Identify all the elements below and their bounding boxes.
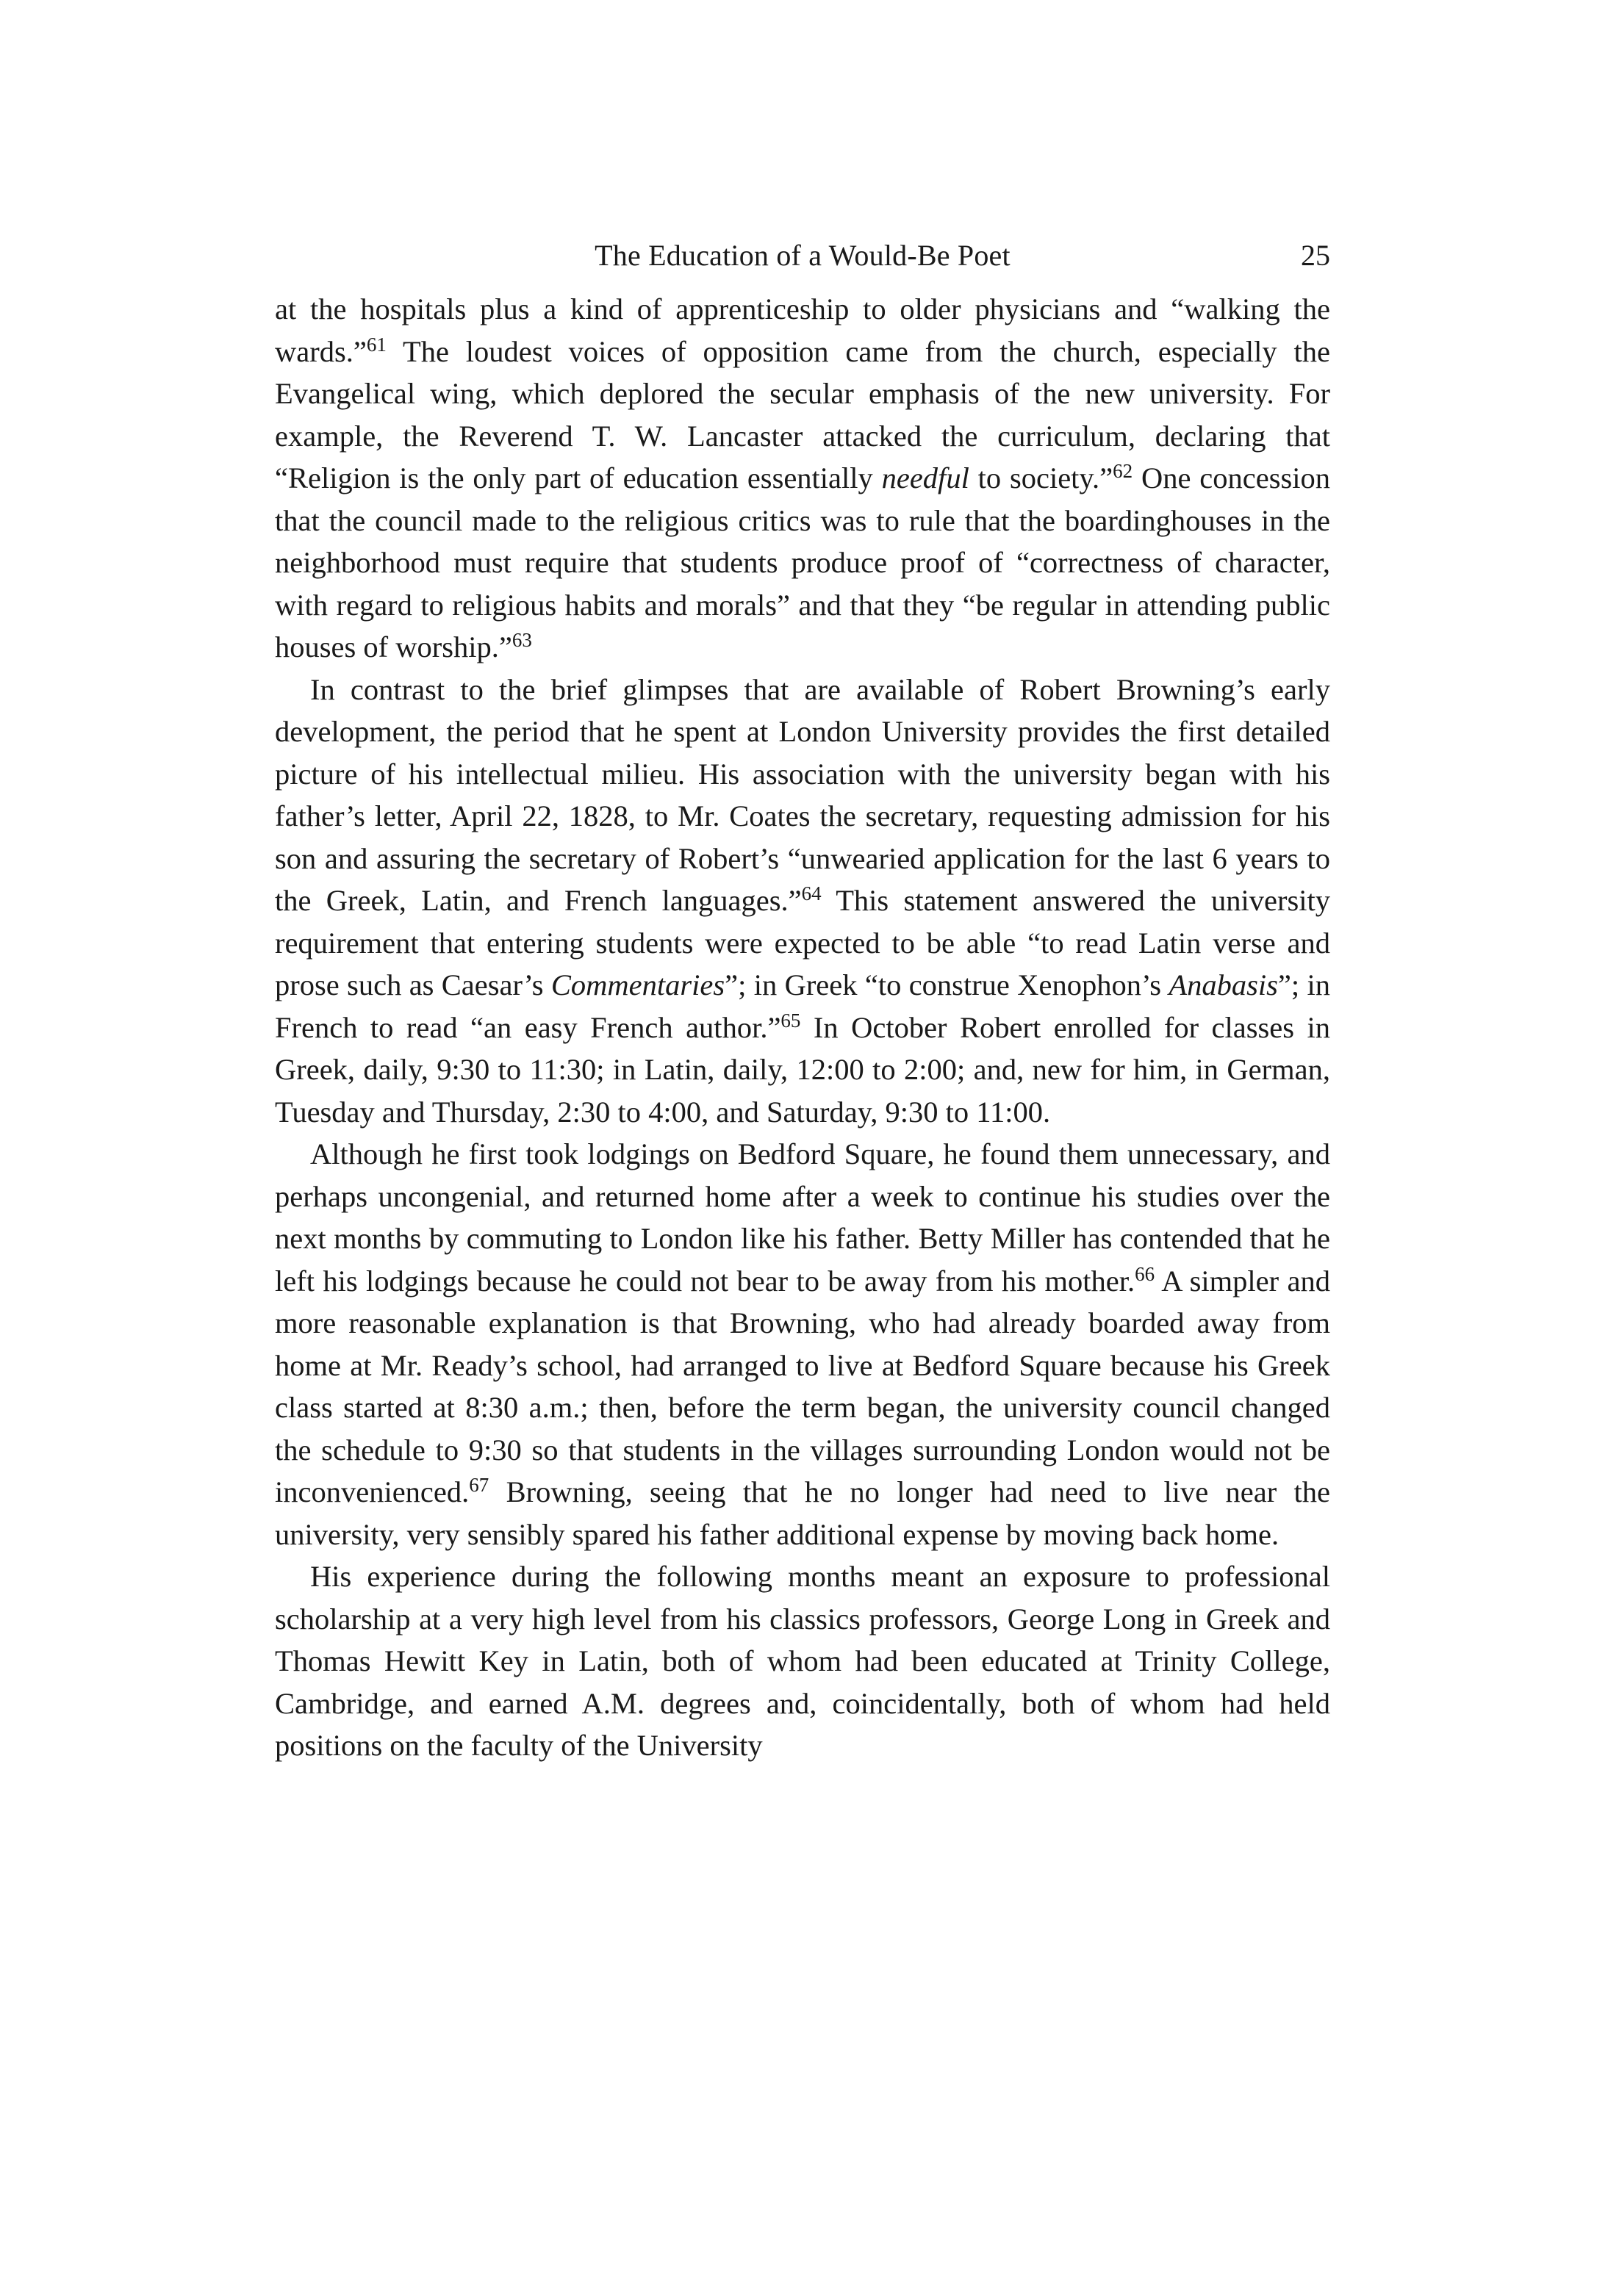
paragraph [275,1133,1330,1555]
text-run: One concession that the council made to the religious critics was to rule that the boardinghouses in the neighborhood must require that students produce proof of “correctness of character, with regard to religious habits and morals” and that they “be regular in attending public houses of worship.” [275,461,1330,663]
text-run: This statement answered the university requirement that entering students were expected to be able “to read Latin verse and prose such as Caesar’s [275,884,1330,1001]
italic-title: Commentaries [550,968,725,1001]
text-run: The loudest voices of opposition came from the church, especially the Evangelical wing, which deplored the secular emphasis of the new university. For example, the Reverend T. W. Lancaster attacked the curriculum, declaring that “Religion is the only part of education essentially [275,334,1330,494]
paragraph [275,669,1330,1134]
text-run: In October Robert enrolled for classes in Greek, daily, 9:30 to 11:30; in Latin, daily, 12:00 to 2:00; and, new for him, in German, Tuesday and Thursday, 2:30 to 4:00, and Saturday, 9:30 to 11:00. [275,1010,1330,1129]
footnote-marker: 62 [1113,460,1133,482]
footnote-marker: 61 [366,333,387,356]
text-run: ”; in Greek “to construe Xenophon’s [725,968,1169,1001]
italic-title: Anabasis [1169,968,1278,1001]
italic-title: needful [881,461,969,494]
body-text [275,288,1330,1767]
text-run: A simpler and more reasonable explanation is that Browning, who had already boarded away from home at Mr. Ready’s school, had arranged to live at Bedford Square because his Greek class started at 8:30 a.m.; then, before the term began, the university council changed the schedule to 9:30 so that students in the villages surrounding London would not be inconvenienced. [275,1264,1330,1508]
text-run: ”; in French to read “an easy French author.” [275,968,1330,1044]
running-title: The Education of a Would-Be Poet [595,239,1011,272]
paragraph [275,1555,1330,1767]
text-run: to society.” [969,461,1113,494]
footnote-marker: 64 [801,882,822,904]
footnote-marker: 67 [469,1474,489,1496]
footnote-marker: 63 [512,629,532,651]
footnote-marker: 65 [780,1009,801,1032]
footnote-marker: 66 [1135,1262,1155,1285]
text-run: In contrast to the brief glimpses that are available of Robert Browning’s early development, the period that he spent at London University provides the first detailed picture of his intellectual milieu. His association with the university began with his father’s letter, April 22, 1828, to Mr. Coates the secretary, requesting admission for his son and assuring the secretary of Robert’s “unwearied application for the last 6 years to the Greek, Latin, and French languages.” [275,672,1330,917]
text-run: Although he first took lodgings on Bedford Square, he found them unnecessary, and perhaps uncongenial, and returned home after a week to continue his studies over the next months by commuting to London like his father. Betty Miller has contended that he left his lodgings because he could not bear to be away from his mother. [275,1137,1330,1298]
running-head [275,234,1330,278]
text-run: His experience during the following months meant an exposure to professional scholarship at a very high level from his classics professors, George Long in Greek and Thomas Hewitt Key in Latin, both of whom had been educated at Trinity College, Cambridge, and earned A.M. degrees and, coincidentally, both of whom had held positions on the faculty of the University [275,1560,1330,1762]
paragraph [275,288,1330,669]
page-number: 25 [1301,239,1330,272]
text-run: Browning, seeing that he no longer had need to live near the university, very sensibly spared his father additional expense by moving back home. [275,1475,1330,1551]
text-run: at the hospitals plus a kind of apprenticeship to older physicians and “walking the wards.” [275,292,1330,368]
